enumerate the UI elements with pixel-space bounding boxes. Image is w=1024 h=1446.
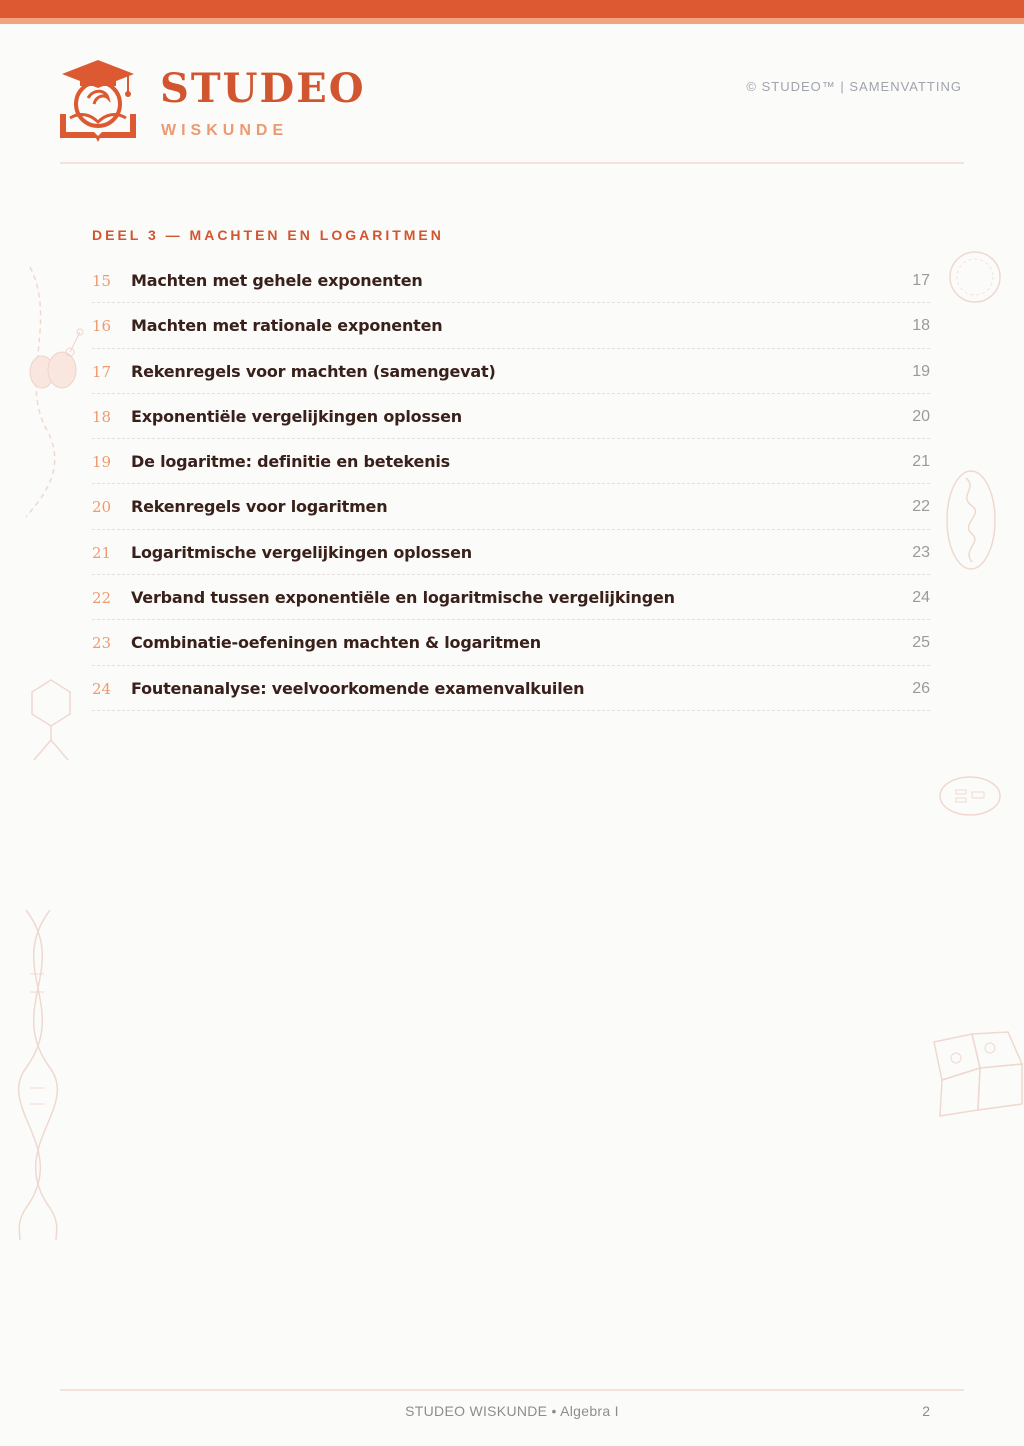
toc-title: Logaritmische vergelijkingen oplossen bbox=[131, 542, 472, 562]
footer-page-number: 2 bbox=[922, 1403, 930, 1419]
molecule-doodle-icon bbox=[28, 678, 74, 764]
toc-item[interactable] bbox=[92, 439, 930, 484]
toc-title: Verband tussen exponentiële en logaritmische vergelijkingen bbox=[131, 588, 675, 608]
toc-number: 20 bbox=[92, 498, 112, 517]
toc-item[interactable] bbox=[92, 530, 930, 575]
toc-title: Machten met rationale exponenten bbox=[131, 316, 443, 336]
toc-page-number: 18 bbox=[912, 317, 930, 335]
graduation-cap-book-icon bbox=[58, 58, 138, 144]
mitochondria-doodle-icon bbox=[944, 468, 998, 572]
toc-number: 18 bbox=[92, 407, 112, 426]
brand-subject: WISKUNDE bbox=[161, 122, 289, 139]
dna-helix-icon bbox=[10, 908, 66, 1242]
toc-page-number: 21 bbox=[912, 453, 930, 471]
toc-number: 16 bbox=[92, 317, 112, 336]
toc-number: 22 bbox=[92, 589, 112, 608]
toc-page-number: 22 bbox=[912, 498, 930, 516]
section-title: DEEL 3 — MACHTEN EN LOGARITMEN bbox=[92, 227, 444, 243]
circle-doodle-icon bbox=[948, 250, 1002, 304]
brand-name: STUDEO bbox=[160, 65, 366, 112]
toc-title: Foutenanalyse: veelvoorkomende examenvalkuilen bbox=[131, 678, 585, 698]
tissue-cells-doodle-icon bbox=[928, 1030, 1024, 1120]
toc-title: Rekenregels voor logaritmen bbox=[131, 497, 388, 517]
copyright-label: © STUDEO™ | SAMENVATTING bbox=[746, 79, 962, 94]
toc-title: Combinatie-oefeningen machten & logaritmen bbox=[131, 633, 541, 653]
toc-page-number: 17 bbox=[912, 272, 930, 289]
toc-page-number: 23 bbox=[912, 543, 930, 561]
header-divider bbox=[60, 162, 964, 164]
toc-item[interactable] bbox=[92, 620, 930, 665]
toc-number: 21 bbox=[92, 543, 112, 562]
toc-item[interactable] bbox=[92, 349, 930, 394]
toc-item[interactable] bbox=[92, 575, 930, 620]
footer-label: STUDEO WISKUNDE • Algebra I bbox=[405, 1403, 619, 1419]
footer-divider bbox=[60, 1389, 964, 1391]
toc-title: Rekenregels voor machten (samengevat) bbox=[131, 361, 496, 381]
toc-number: 15 bbox=[92, 272, 112, 290]
toc-item[interactable] bbox=[92, 666, 930, 711]
toc-number: 19 bbox=[92, 453, 112, 472]
toc-item[interactable] bbox=[92, 484, 930, 529]
toc-item[interactable] bbox=[92, 394, 930, 439]
toc-page-number: 24 bbox=[912, 589, 930, 607]
top-accent-bar-light bbox=[0, 18, 1024, 24]
toc-title: Exponentiële vergelijkingen oplossen bbox=[131, 406, 462, 426]
top-accent-bar bbox=[0, 0, 1024, 18]
toc-number: 24 bbox=[92, 679, 112, 698]
toc-title: De logaritme: definitie en betekenis bbox=[131, 452, 451, 472]
toc-page-number: 19 bbox=[912, 362, 930, 380]
toc-page-number: 25 bbox=[912, 634, 930, 652]
bacteria-doodle-icon bbox=[938, 774, 1002, 818]
cell-doodle-icon bbox=[18, 262, 88, 522]
table-of-contents bbox=[92, 258, 930, 711]
toc-number: 17 bbox=[92, 362, 112, 381]
toc-item[interactable] bbox=[92, 303, 930, 348]
toc-item[interactable] bbox=[92, 258, 930, 303]
toc-page-number: 26 bbox=[912, 679, 930, 697]
toc-title: Machten met gehele exponenten bbox=[131, 271, 423, 290]
toc-number: 23 bbox=[92, 634, 112, 653]
toc-page-number: 20 bbox=[912, 407, 930, 425]
